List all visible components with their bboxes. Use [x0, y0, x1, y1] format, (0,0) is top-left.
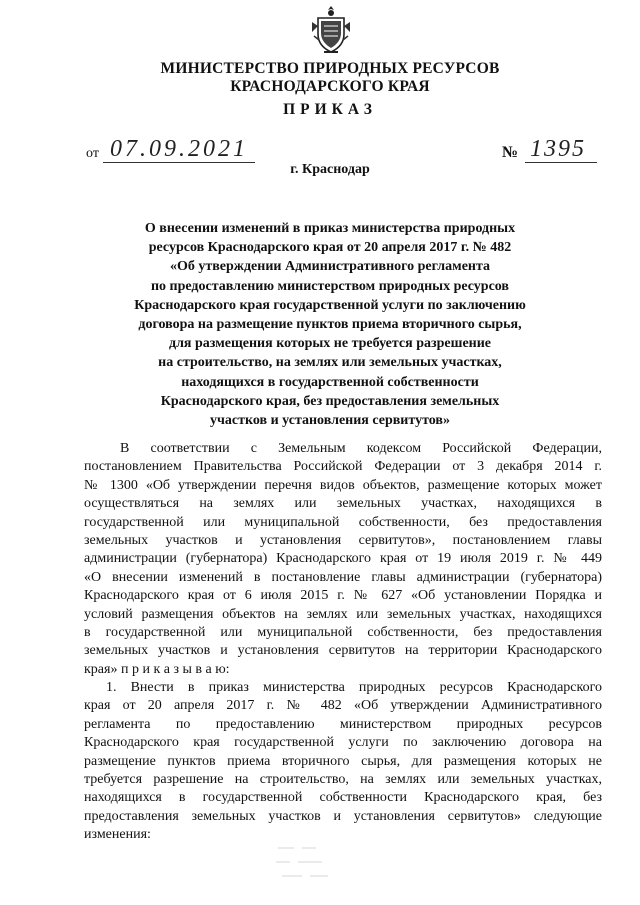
order-body — [84, 440, 602, 845]
body-line: изменения: — [84, 827, 151, 843]
body-line: находящихся в государственной собственности Краснодарского края, без — [84, 790, 602, 806]
subject-line: участков и установления сервитутов» — [210, 413, 450, 429]
subject-line: ресурсов Краснодарского края от 20 апреля 2017 г. № 482 — [148, 240, 512, 256]
body-line: края от 20 апреля 2017 г. № 482 «Об утверждении Административного — [84, 698, 602, 714]
body-line: государственной или муниципальной собственности, без предоставления — [84, 514, 602, 530]
body-line: осуществляться на землях или земельных участках, находящихся в — [84, 496, 602, 512]
krasnodar-coat-of-arms-icon — [310, 4, 352, 56]
body-line: «О внесении изменений в постановление главы администрации (губернатора) — [84, 569, 602, 585]
ministry-name-line1: МИНИСТЕРСТВО ПРИРОДНЫХ РЕСУРСОВ — [160, 60, 500, 77]
body-line: требуется разрешение на строительство, на землях или земельных участках, — [84, 772, 602, 788]
body-line: земельных участков и установления сервитутов», постановлением главы — [84, 532, 602, 548]
order-subject — [120, 219, 540, 430]
body-line: Краснодарского края государственной услуги по заключению договора на — [84, 735, 602, 751]
handwritten-number: 1395 — [530, 136, 586, 162]
faint-stamp-mark — [272, 838, 342, 888]
body-line: земельных участков и установления сервитутов на территории Краснодарского — [84, 643, 602, 659]
body-line: в государственной или муниципальной собственности, без предоставления — [84, 624, 602, 640]
body-line: предоставления земельных участков и установления сервитутов» следующие — [84, 808, 602, 824]
date-from-label: от — [86, 146, 99, 161]
subject-line: по предоставлению министерством природных ресурсов — [150, 278, 509, 294]
body-line: Краснодарского края от 6 июля 2015 г. № 627 «Об установлении Порядка и — [84, 588, 602, 604]
body-line: условий размещения объектов на землях или земельных участках, находящихся — [84, 606, 602, 622]
subject-line: Краснодарского края государственной услуги по заключению — [134, 297, 526, 313]
subject-line: О внесении изменений в приказ министерства природных — [144, 221, 516, 236]
subject-line: Краснодарского края, без предоставления земельных — [160, 393, 500, 409]
body-line: администрации (губернатора) Краснодарского края от 19 июля 2019 г. № 449 — [84, 551, 602, 567]
handwritten-date: 07.09.2021 — [110, 136, 248, 162]
number-label: № — [502, 144, 519, 161]
subject-line: находящихся в государственной собственности — [181, 374, 479, 390]
subject-line: на строительство, на землях или земельных участках, — [158, 355, 502, 371]
body-line: 1. Внести в приказ министерства природных ресурсов Краснодарского — [106, 680, 602, 696]
body-line: № 1300 «Об утверждении перечня видов объектов, размещение которых может — [84, 477, 602, 493]
subject-line: для размещения которых не требуется разрешение — [168, 336, 492, 352]
body-line: В соответствии с Земельным кодексом Российской Федерации, — [120, 441, 602, 456]
city-label: г. Краснодар — [290, 162, 370, 177]
subject-line: договора на размещение пунктов приема вторичного сырья, — [138, 317, 522, 333]
body-line: размещение пунктов приема вторичного сырья, для размещения которых не — [84, 753, 602, 769]
subject-line: «Об утверждении Административного регламента — [169, 259, 491, 275]
body-line: постановлением Правительства Российской Федерации от 3 декабря 2014 г. — [84, 459, 602, 475]
body-line: регламента по предоставлению министерством природных ресурсов — [84, 716, 602, 732]
document-type-title: ПРИКАЗ — [283, 101, 377, 118]
body-line: края» п р и к а з ы в а ю: — [84, 661, 230, 677]
ministry-name-line2: КРАСНОДАРСКОГО КРАЯ — [230, 78, 430, 95]
